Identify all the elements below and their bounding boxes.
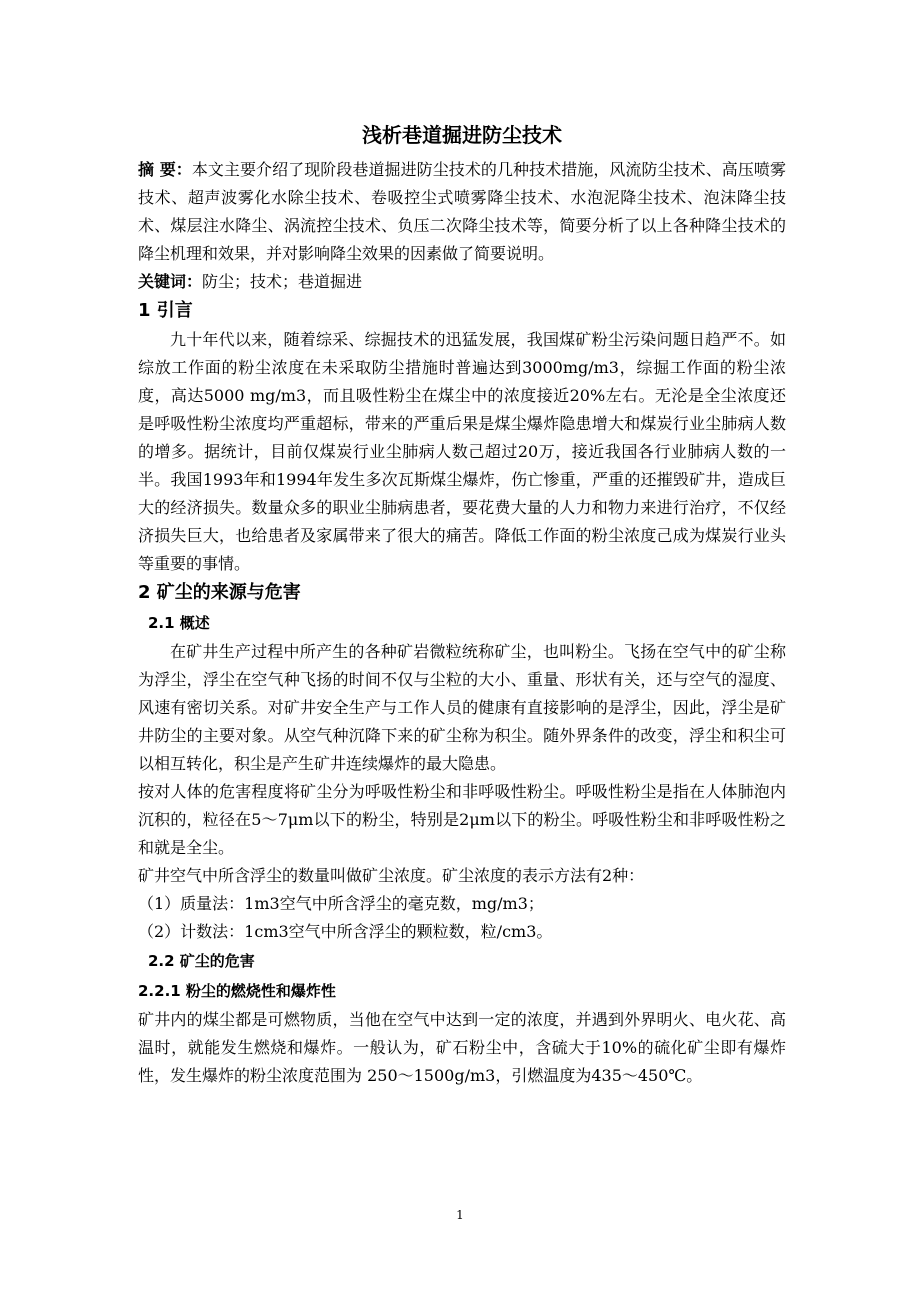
section-2-1-heading: 2.1 概述 — [148, 614, 210, 632]
section-2-1-list-item-1: （1）质量法：1m3空气中所含浮尘的毫克数，mg/m3； — [138, 894, 544, 913]
document-title: 浅析巷道掘进防尘技术 — [362, 123, 562, 147]
keywords-paragraph — [138, 268, 786, 296]
section-2-1-list-item-2: （2）计数法：1cm3空气中所含浮尘的颗粒数，粒/cm3。 — [138, 922, 553, 941]
keywords-label: 关键词： — [138, 272, 203, 291]
abstract-paragraph — [138, 156, 786, 268]
section-2-heading: 2 矿尘的来源与危害 — [138, 582, 301, 603]
abstract-label: 摘 要： — [138, 160, 192, 179]
section-2-2-1-heading: 2.2.1 粉尘的燃烧性和爆炸性 — [138, 982, 336, 1000]
section-2-2-1-paragraph: 矿井内的煤尘都是可燃物质，当他在空气中达到一定的浓度，并遇到外界明火、电火花、高温时，就能发生燃烧和爆炸。一般认为，矿石粉尘中，含硫大于10%的硫化矿尘即有爆炸性，发生爆炸的粉尘浓度范围为 250～1500g/m3，引燃温度为435～450℃。 — [138, 1010, 786, 1085]
section-1-paragraph: 九十年代以来，随着综采、综掘技术的迅猛发展，我国煤矿粉尘污染问题日趋严不。如综放工作面的粉尘浓度在未采取防尘措施时普遍达到3000mg/m3，综掘工作面的粉尘浓度，高达5000 mg/m3，而且吸性粉尘在煤尘中的浓度接近20%左右。无沦是全尘浓度还是呼吸性粉尘浓度均严重超标，带来的严重后果是煤尘爆炸隐患增大和煤炭行业尘肺病人数的增多。据统计，目前仅煤炭行业尘肺病人数己超过20万，接近我国各行业肺病人数的一半。我国1993年和1994年发生多次瓦斯煤尘爆炸，伤亡惨重，严重的还摧毁矿井，造成巨大的经济损失。数量众多的职业尘肺病患者，要花费大量的人力和物力来进行治疗，不仅经济损失巨大，也给患者及家属带来了很大的痛苦。降低工作面的粉尘浓度己成为煤炭行业头等重要的事情。 — [138, 330, 786, 573]
keywords-text: 防尘；技术；巷道掘进 — [202, 272, 363, 291]
document-body — [138, 118, 786, 1090]
section-2-1-paragraph-2: 按对人体的危害程度将矿尘分为呼吸性粉尘和非呼吸性粉尘。呼吸性粉尘是指在人体肺泡内沉积的，粒径在5～7μm以下的粉尘，特别是2μm以下的粉尘。呼吸性粉尘和非呼吸性粉之和就是全尘。 — [138, 782, 786, 857]
section-2-2-heading: 2.2 矿尘的危害 — [148, 952, 255, 970]
section-2-1-paragraph-3: 矿井空气中所含浮尘的数量叫做矿尘浓度。矿尘浓度的表示方法有2种： — [138, 866, 645, 885]
page-number: 1 — [456, 1208, 464, 1222]
section-1-heading: 1 引言 — [138, 300, 193, 321]
abstract-text: 本文主要介绍了现阶段巷道掘进防尘技术的几种技术措施，风流防尘技术、高压喷雾技术、超声波雾化水除尘技术、卷吸控尘式喷雾降尘技术、水泡泥降尘技术、泡沫降尘技术、煤层注水降尘、涡流控尘技术、负压二次降尘技术等，简要分析了以上各种降尘技术的降尘机理和效果，并对影响降尘效果的因素做了简要说明。 — [138, 160, 786, 263]
section-2-1-paragraph-1: 在矿井生产过程中所产生的各种矿岩微粒统称矿尘，也叫粉尘。飞扬在空气中的矿尘称为浮尘，浮尘在空气种飞扬的时间不仅与尘粒的大小、重量、形状有关，还与空气的湿度、风速有密切关系。对矿井安全生产与工作人员的健康有直接影响的是浮尘，因此，浮尘是矿井防尘的主要对象。从空气种沉降下来的矿尘称为积尘。随外界条件的改变，浮尘和积尘可以相互转化，积尘是产生矿井连续爆炸的最大隐患。 — [138, 642, 786, 773]
